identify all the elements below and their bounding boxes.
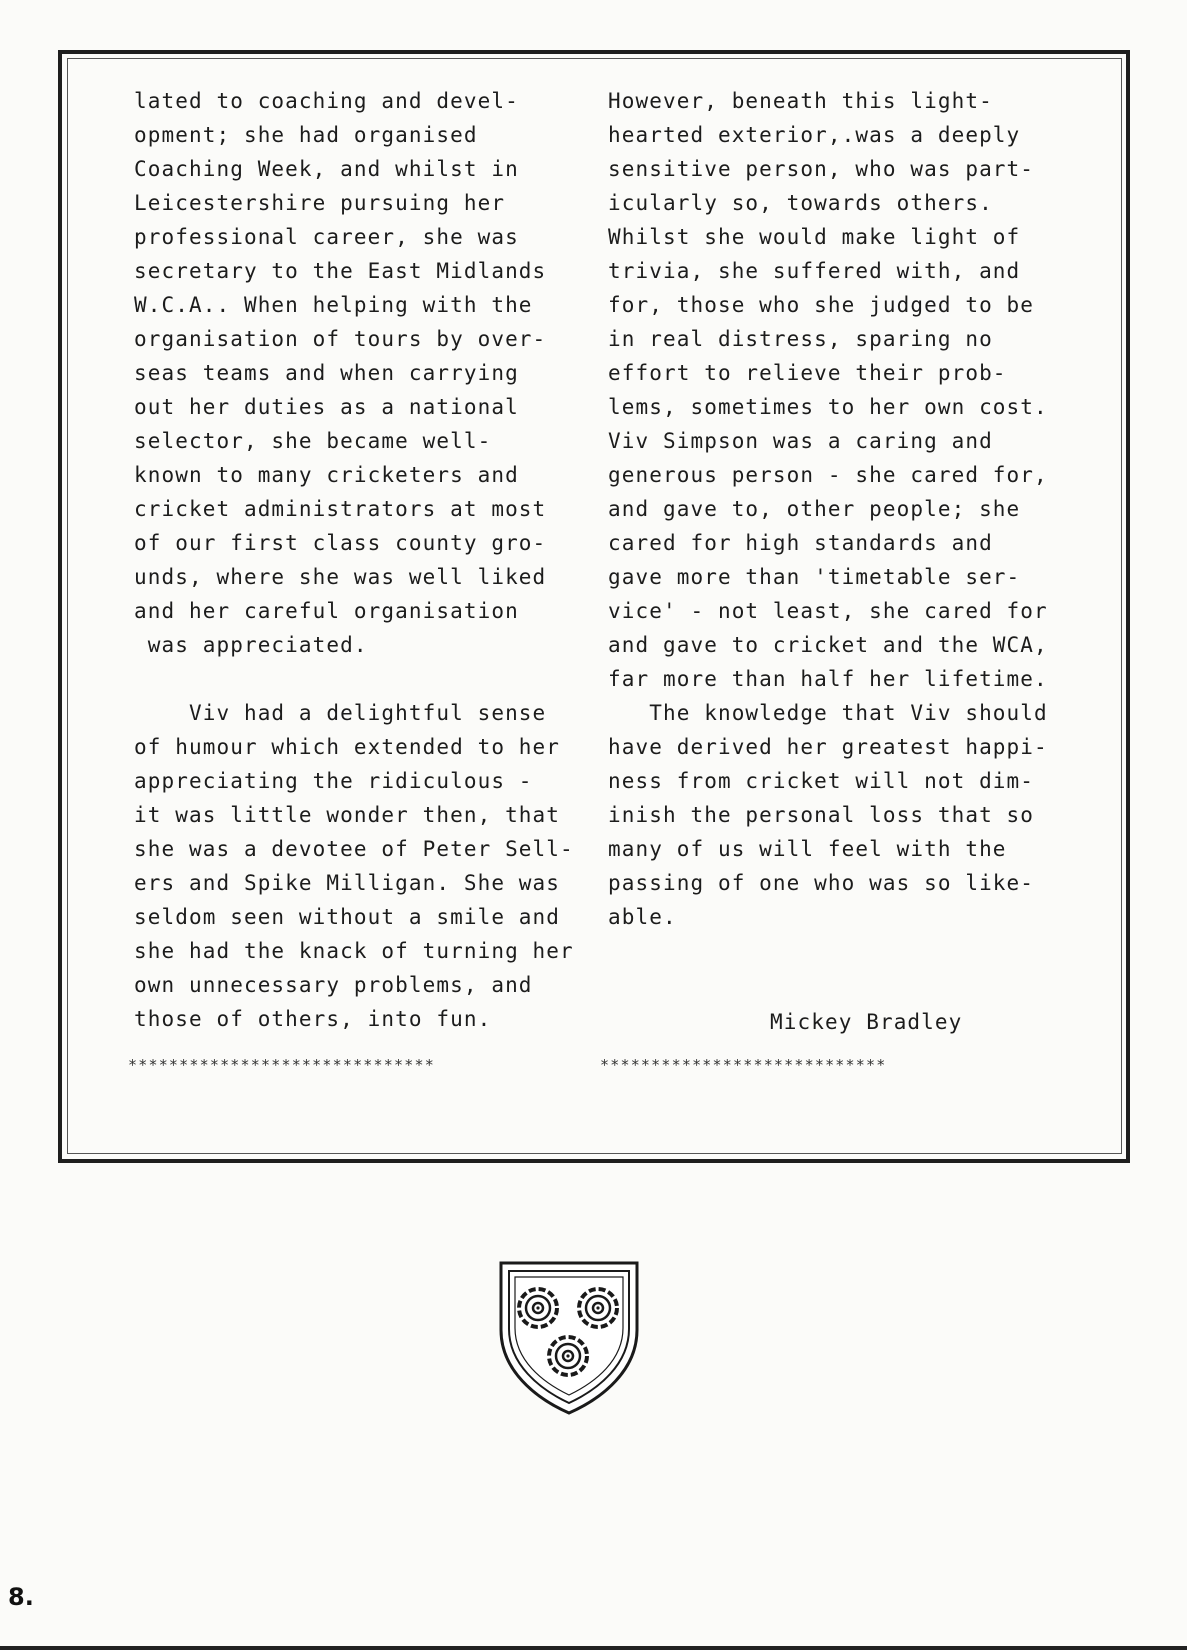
text-line: and gave to cricket and the WCA,: [608, 633, 1048, 657]
three-roses-shield-icon: [498, 1260, 640, 1416]
author-signature: Mickey Bradley: [770, 1010, 963, 1034]
text-line: sensitive person, who was part-: [608, 157, 1035, 181]
text-line: organisation of tours by over-: [134, 327, 547, 351]
text-line: and her careful organisation: [134, 599, 519, 623]
text-line: opment; she had organised: [134, 123, 478, 147]
text-line: was appreciated.: [134, 633, 368, 657]
text-line: appreciating the ridiculous -: [134, 769, 533, 793]
scan-edge: [0, 1646, 1187, 1650]
rose-icon: [519, 1289, 557, 1327]
text-line: effort to relieve their prob-: [608, 361, 1007, 385]
text-line: those of others, into fun.: [134, 1007, 492, 1031]
text-line: have derived her greatest happi-: [608, 735, 1048, 759]
text-line: and gave to, other people; she: [608, 497, 1021, 521]
text-line: seldom seen without a smile and: [134, 905, 561, 929]
text-line: far more than half her lifetime.: [608, 667, 1048, 691]
text-line: of our first class county gro-: [134, 531, 547, 555]
text-line: Whilst she would make light of: [608, 225, 1021, 249]
rose-icon: [549, 1337, 587, 1375]
right-paragraph-2: [608, 696, 1048, 934]
text-line: lems, sometimes to her own cost.: [608, 395, 1048, 419]
text-line: gave more than 'timetable ser-: [608, 565, 1021, 589]
text-line: for, those who she judged to be: [608, 293, 1035, 317]
text-line: cared for high standards and: [608, 531, 993, 555]
text-line: vice' - not least, she cared for: [608, 599, 1048, 623]
text-line: secretary to the East Midlands: [134, 259, 547, 283]
text-line: able.: [608, 905, 677, 929]
text-line: seas teams and when carrying: [134, 361, 519, 385]
text-line: lated to coaching and devel-: [134, 89, 519, 113]
text-line: hearted exterior,.was a deeply: [608, 123, 1021, 147]
right-paragraph-1: [608, 84, 1048, 696]
text-line: known to many cricketers and: [134, 463, 519, 487]
left-paragraph-1: [134, 84, 574, 662]
text-line: trivia, she suffered with, and: [608, 259, 1021, 283]
text-line: she had the knack of turning her: [134, 939, 574, 963]
left-paragraph-2: [134, 696, 574, 1036]
text-line: icularly so, towards others.: [608, 191, 993, 215]
text-line: generous person - she cared for,: [608, 463, 1048, 487]
right-column: [608, 84, 1048, 934]
text-line: Viv had a delightful sense: [134, 701, 547, 725]
rose-icon: [579, 1289, 617, 1327]
text-line: professional career, she was: [134, 225, 519, 249]
text-line: Leicestershire pursuing her: [134, 191, 506, 215]
text-line: selector, she became well-: [134, 429, 492, 453]
text-line: inish the personal loss that so: [608, 803, 1035, 827]
text-line: ness from cricket will not dim-: [608, 769, 1035, 793]
left-column: [134, 84, 574, 1036]
text-line: out her duties as a national: [134, 395, 519, 419]
text-line: passing of one who was so like-: [608, 871, 1035, 895]
text-line: W.C.A.. When helping with the: [134, 293, 533, 317]
text-line: cricket administrators at most: [134, 497, 547, 521]
text-line: Coaching Week, and whilst in: [134, 157, 519, 181]
page-number: 8.: [8, 1583, 34, 1611]
text-line: she was a devotee of Peter Sell-: [134, 837, 574, 861]
text-line: it was little wonder then, that: [134, 803, 561, 827]
text-line: Viv Simpson was a caring and: [608, 429, 993, 453]
divider-right: ****************************: [600, 1056, 887, 1074]
text-line: ers and Spike Milligan. She was: [134, 871, 561, 895]
text-line: of humour which extended to her: [134, 735, 561, 759]
divider-left: ******************************: [128, 1056, 435, 1074]
text-line: However, beneath this light-: [608, 89, 993, 113]
text-line: unds, where she was well liked: [134, 565, 547, 589]
text-line: own unnecessary problems, and: [134, 973, 533, 997]
text-line: many of us will feel with the: [608, 837, 1007, 861]
text-line: in real distress, sparing no: [608, 327, 993, 351]
text-line: The knowledge that Viv should: [608, 701, 1048, 725]
